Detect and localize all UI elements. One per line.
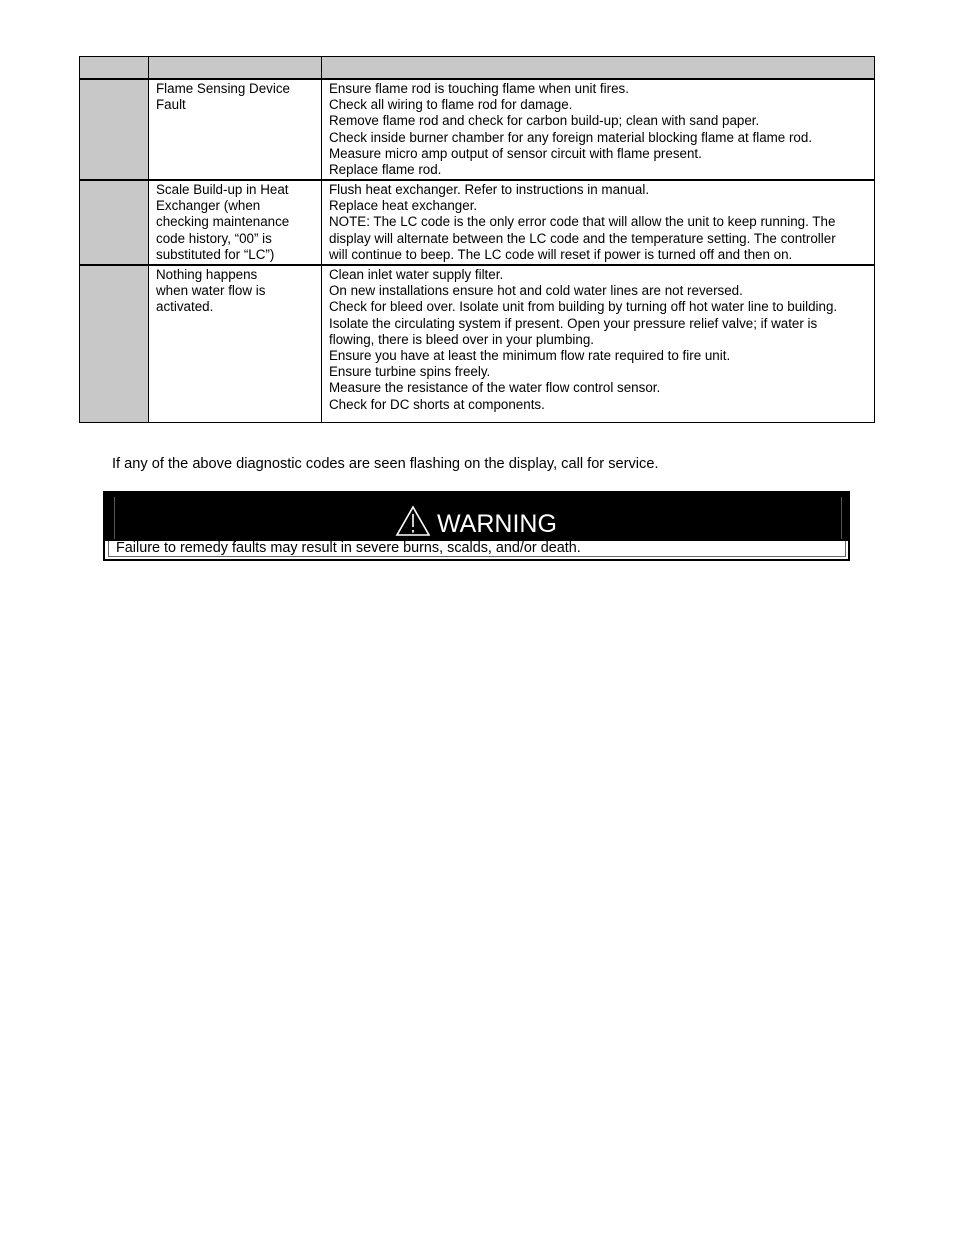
warning-message: Failure to remedy faults may result in severe burns, scalds, and/or death. <box>108 541 846 557</box>
action-text: Replace heat exchanger. <box>329 198 478 214</box>
header-code-cell <box>80 57 149 80</box>
table-header-row <box>80 57 875 80</box>
fault-text: Exchanger (when <box>156 198 261 214</box>
action-cell <box>322 265 875 423</box>
divider <box>114 497 115 539</box>
warning-title <box>395 499 557 539</box>
fault-text: Fault <box>156 97 186 113</box>
service-note: If any of the above diagnostic codes are seen flashing on the display, call for service. <box>112 456 659 472</box>
warning-header <box>105 493 848 541</box>
code-cell <box>80 265 149 423</box>
fault-text: Flame Sensing Device <box>156 81 290 96</box>
header-fault-cell <box>149 57 322 80</box>
action-text: Replace flame rod. <box>329 162 442 178</box>
fault-text: Nothing happens <box>156 267 258 282</box>
fault-cell <box>149 79 322 180</box>
action-text: Ensure you have at least the minimum flow rate required to fire unit. <box>329 348 731 364</box>
action-text: will continue to beep. The LC code will reset if power is turned off and then on. <box>329 246 793 262</box>
diagnostic-table <box>79 56 875 423</box>
action-cell <box>322 79 875 180</box>
fault-text: checking maintenance <box>156 214 290 230</box>
action-text: Remove flame rod and check for carbon build-up; clean with sand paper. <box>329 113 760 129</box>
action-text: flowing, there is bleed over in your plumbing. <box>329 331 594 347</box>
fault-cell <box>149 265 322 423</box>
fault-cell <box>149 180 322 265</box>
fault-text: when water flow is <box>156 283 266 299</box>
fault-text: activated. <box>156 299 214 315</box>
header-action-cell <box>322 57 875 80</box>
warning-box <box>103 491 850 561</box>
warning-title-text: WARNING <box>437 510 557 538</box>
table-row <box>80 265 875 423</box>
warning-triangle-icon <box>395 505 431 537</box>
action-text: Measure the resistance of the water flow control sensor. <box>329 380 661 396</box>
action-text: Check for bleed over. Isolate unit from building by turning off hot water line to building. <box>329 299 838 315</box>
action-text: Ensure flame rod is touching flame when unit fires. <box>329 81 629 96</box>
action-cell <box>322 180 875 265</box>
action-text: Flush heat exchanger. Refer to instructions in manual. <box>329 182 650 197</box>
table-row <box>80 180 875 265</box>
fault-text: Scale Build-up in Heat <box>156 182 289 197</box>
fault-text: substituted for “LC”) <box>156 246 275 262</box>
fault-text: code history, “00” is <box>156 230 272 246</box>
action-text: Clean inlet water supply filter. <box>329 267 504 282</box>
action-text: Check for DC shorts at components. <box>329 396 545 412</box>
divider <box>841 497 842 539</box>
action-text: Check all wiring to flame rod for damage. <box>329 97 573 113</box>
action-text: Check inside burner chamber for any foreign material blocking flame at flame rod. <box>329 129 813 145</box>
table-row <box>80 79 875 180</box>
action-text: Ensure turbine spins freely. <box>329 364 491 380</box>
code-cell <box>80 79 149 180</box>
action-text: Measure micro amp output of sensor circuit with flame present. <box>329 145 702 161</box>
action-text: NOTE: The LC code is the only error code that will allow the unit to keep running. The <box>329 214 836 230</box>
action-text: display will alternate between the LC code and the temperature setting. The controller <box>329 230 836 246</box>
action-text: On new installations ensure hot and cold water lines are not reversed. <box>329 283 743 299</box>
code-cell <box>80 180 149 265</box>
action-text: Isolate the circulating system if present. Open your pressure relief valve; if water is <box>329 315 818 331</box>
